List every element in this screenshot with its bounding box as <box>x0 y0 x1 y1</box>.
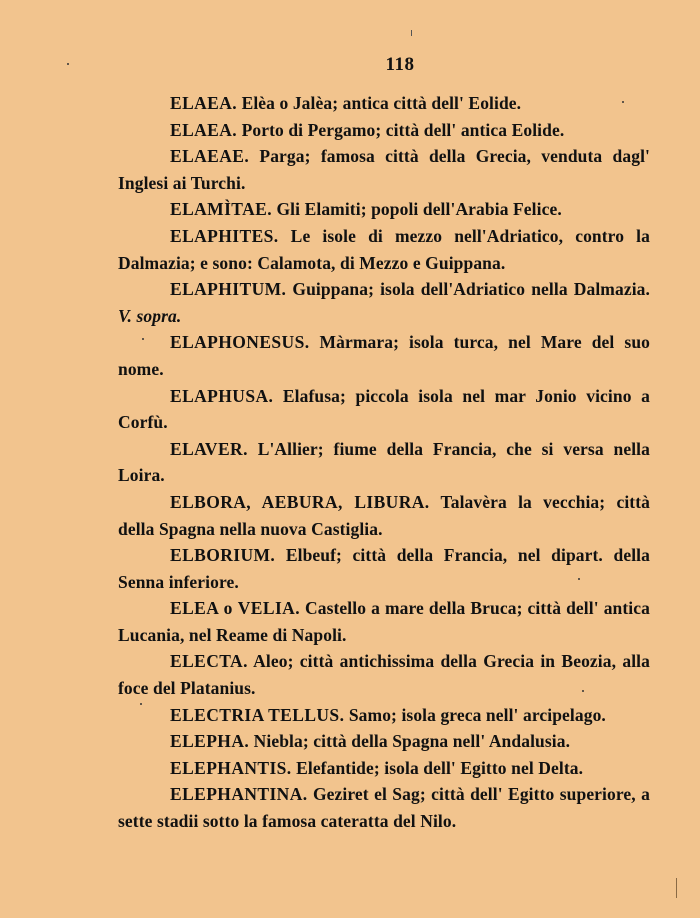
dictionary-entry <box>118 90 650 117</box>
ink-speck <box>67 63 69 65</box>
entry-headword: ELBORIUM. <box>170 545 276 566</box>
entry-definition: Elèa o Jalèa; antica città dell' Eolide. <box>241 93 522 113</box>
dictionary-entry <box>118 702 650 729</box>
dictionary-entry <box>118 329 650 382</box>
entry-headword: ELBORA, AEBURA, LIBURA. <box>170 491 430 512</box>
ink-speck <box>582 690 584 692</box>
entry-headword: ELAVER. <box>170 438 248 459</box>
entry-headword: ELAEA. <box>170 119 238 140</box>
dictionary-entry <box>118 489 650 542</box>
ink-speck <box>622 101 624 103</box>
dictionary-entry <box>118 542 650 595</box>
entry-headword: ELAEAE. <box>170 146 250 167</box>
dictionary-entry <box>118 223 650 276</box>
entry-headword: ELAPHUSA. <box>170 385 274 406</box>
dictionary-entry <box>118 595 650 648</box>
entry-definition: Samo; isola greca nell' arcipelago. <box>348 704 606 725</box>
print-mark <box>411 30 412 36</box>
entry-headword: ELAEA. <box>170 93 238 113</box>
dictionary-entry <box>118 143 650 196</box>
entry-definition: Castello a mare della Bruca; città dell' antica Lucania, nel Reame di Napoli. <box>118 598 650 645</box>
dictionary-entry <box>118 728 650 755</box>
entry-definition: Elafusa; piccola isola nel mar Jonio vicino a Corfù. <box>118 385 650 433</box>
print-mark <box>676 878 677 898</box>
dictionary-entry <box>118 196 650 223</box>
entry-definition: Niebla; città della Spagna nell' Andalusia. <box>253 731 571 752</box>
entry-definition: Màrmara; isola turca, nel Mare del suo nome. <box>118 332 650 379</box>
dictionary-entry <box>118 648 650 701</box>
dictionary-entry <box>118 276 650 329</box>
ink-speck <box>140 703 142 705</box>
entry-definition: Elbeuf; città della Francia, nel dipart. della Senna inferiore. <box>118 545 650 592</box>
entry-definition: Guippana; isola dell'Adriatico nella Dalmazia. <box>292 279 650 300</box>
entry-definition: Parga; famosa città della Grecia, venduta dagl' Inglesi ai Turchi. <box>118 146 650 193</box>
entry-cross-reference: V. sopra. <box>118 305 182 326</box>
entry-definition: Aleo; città antichissima della Grecia in Beozia, alla foce del Platanius. <box>118 651 650 699</box>
entry-headword: ELEPHA. <box>170 731 250 752</box>
dictionary-entry <box>118 436 650 489</box>
ink-speck <box>142 338 144 340</box>
entry-headword: ELAMÌTAE. <box>170 199 272 220</box>
entry-headword: ELAPHITUM. <box>170 279 287 300</box>
entry-headword: ELEPHANTINA. <box>170 784 308 805</box>
entry-headword: ELAPHITES. <box>170 225 279 246</box>
entry-headword: ELECTRIA TELLUS. <box>170 704 345 725</box>
entry-headword: ELEA o VELIA. <box>170 598 300 619</box>
entry-headword: ELECTA. <box>170 651 248 672</box>
entry-definition: Le isole di mezzo nell'Adriatico, contro la Dalmazia; e sono: Calamota, di Mezzo e Guippana. <box>118 225 650 273</box>
dictionary-entry <box>118 755 650 782</box>
entry-definition: Geziret el Sag; città dell' Egitto superiore, a sette stadii sotto la famosa cateratta del Nilo. <box>118 784 650 832</box>
dictionary-entry <box>118 781 650 834</box>
entry-definition: Gli Elamiti; popoli dell'Arabia Felice. <box>276 199 562 220</box>
page-number: 118 <box>385 54 415 75</box>
entry-definition: Talavèra la vecchia; città della Spagna nella nuova Castiglia. <box>118 491 650 539</box>
entry-headword: ELEPHANTIS. <box>170 757 292 778</box>
entry-headword: ELAPHONESUS. <box>170 332 310 353</box>
dictionary-entry <box>118 383 650 436</box>
dictionary-entry <box>118 117 650 144</box>
entry-definition: Porto di Pergamo; città dell' antica Eolide. <box>241 119 565 140</box>
dictionary-entries <box>118 90 650 835</box>
ink-speck <box>578 578 580 580</box>
entry-definition: Elefantide; isola dell' Egitto nel Delta. <box>296 757 584 778</box>
entry-definition: L'Allier; fiume della Francia, che si versa nella Loira. <box>118 438 650 486</box>
